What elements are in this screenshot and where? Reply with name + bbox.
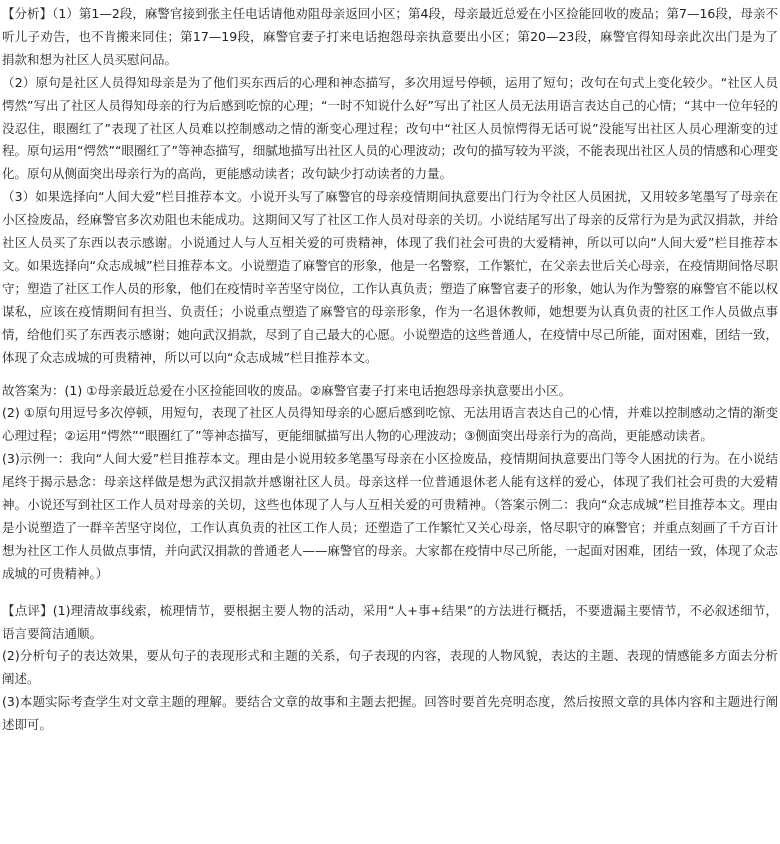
analysis-paragraph-2: （2）原句是社区人员得知母亲是为了他们买东西后的心理和神态描写，多次用逗号停顿，运用了短句；改句在句式上变化较少。“社区人员愕然”写出了社区人员得知母亲的行为后感到吃惊的心理；“一时不知说什么好”写出了社区人员无法用语言表达自己的心情；“其中一位年轻的没忍住，眼圈红了”表现了社区人员难以控制感动之情的渐变心理过程；改句中“社区人员惊愕得无话可说”没能写出社区人员心理渐变的过程。原句运用“愕然”“眼圈红了”等神态描写，细腻地描写出社区人员的心理波动；改句的描写较为平淡，不能表现出社区人员的情感和心理变化。原句从侧面突出母亲行为的高尚，更能感动读者；改句缺少打动读者的力量。 — [2, 74, 778, 182]
analysis-section — [2, 3, 778, 370]
answer-paragraph-1: 故答案为：(1) ①母亲最近总爱在小区捡能回收的废品。②麻警官妻子打来电话抱怨母亲执意要出小区。 — [2, 382, 572, 398]
answer-paragraph-2: (2) ①原句用逗号多次停顿，用短句，表现了社区人员得知母亲的心愿后感到吃惊、无法用语言表达自己的心情，并难以控制感动之情的渐变心理过程；②运用“愕然”“眼圈红了”等神态描写，更能细腻描写出人物的心理波动；③侧面突出母亲行为的高尚，更能感动读者。 — [2, 405, 778, 444]
analysis-paragraph-3: （3）如果选择向“人间大爱”栏目推荐本文。小说开头写了麻警官的母亲疫情期间执意要出门行为令社区人员困扰，又用较多笔墨写了母亲在小区捡废品，经麻警官多次劝阻也未能成功。这期间又写了社区工作人员对母亲的关切。小说结尾写出了母亲的反常行为是为武汉捐款，并给社区人员买了东西以表示感谢。小说通过人与人互相关爱的可贵精神，体现了我们社会可贵的大爱精神，所以可以向“人间大爱”栏目推荐本文。如果选择向“众志成城”栏目推荐本文。小说塑造了麻警官的形象，他是一名警察，工作繁忙，在父亲去世后关心母亲，在疫情期间恪尽职守；塑造了社区工作人员的形象，他们在疫情时辛苦坚守岗位，工作认真负责；塑造了麻警官妻子的形象，她认为作为警察的麻警官不能以权谋私，应该在疫情期间有担当、负责任；小说重点塑造了麻警官的母亲形象，作为一名退休教师，她想要为认真负责的社区工作人员做点事情，给他们买了东西表示感谢；她向武汉捐款，尽到了自己最大的心愿。小说塑造的这些普通人，在疫情中尽己所能，面对困难，团结一致，体现了众志成城的可贵精神，所以可以向“众志成城”栏目推荐本文。 — [2, 189, 778, 365]
section-spacer — [2, 370, 778, 380]
comment-paragraph-1: 【点评】(1)理清故事线索，梳理情节，要根据主要人物的活动，采用“人+事+结果”的方法进行概括，不要遗漏主要情节，不必叙述细节，语言要简洁通顺。 — [2, 602, 778, 641]
comment-section — [2, 600, 778, 737]
section-spacer — [2, 586, 778, 600]
comment-paragraph-3: (3)本题实际考查学生对文章主题的理解。要结合文章的故事和主题去把握。回答时要首先亮明态度，然后按照文章的具体内容和主题进行阐述即可。 — [2, 694, 778, 733]
answer-paragraph-3: (3)示例一：我向“人间大爱”栏目推荐本文。理由是小说用较多笔墨写母亲在小区捡废品，疫情期间执意要出门等令人困扰的行为。在小说结尾终于揭示悬念：母亲这样做是想为武汉捐款并感谢社区人员。母亲这样一位普通退休老人能有这样的爱心，体现了我们社会可贵的大爱精神。小说还写到社区工作人员对母亲的关切，这些也体现了人与人互相关爱的可贵精神。（答案示例二：我向“众志成城”栏目推荐本文。理由是小说塑造了一群辛苦坚守岗位，工作认真负责的社区工作人员；还塑造了工作繁忙又关心母亲，恪尽职守的麻警官；并重点刻画了千方百计想为社区工作人员做点事情，并向武汉捐款的普通老人——麻警官的母亲。大家都在疫情中尽己所能，一起面对困难，团结一致，体现了众志成城的可贵精神。） — [2, 451, 778, 581]
analysis-paragraph-1: 【分析】（1）第1—2段，麻警官接到张主任电话请他劝阻母亲返回小区；第4段，母亲最近总爱在小区捡能回收的废品；第7—16段，母亲不听儿子劝告，也不肯搬来同住；第17—19段，麻警官妻子打来电话抱怨母亲执意要出小区；第20—23段，麻警官得知母亲此次出门是为了捐款和想为社区人员买慰问品。 — [2, 6, 778, 67]
answer-section — [2, 380, 778, 586]
comment-paragraph-2: (2)分析句子的表达效果，要从句子的表现形式和主题的关系，句子表现的内容，表现的人物风貌，表达的主题、表现的情感能多方面去分析阐述。 — [2, 648, 778, 687]
